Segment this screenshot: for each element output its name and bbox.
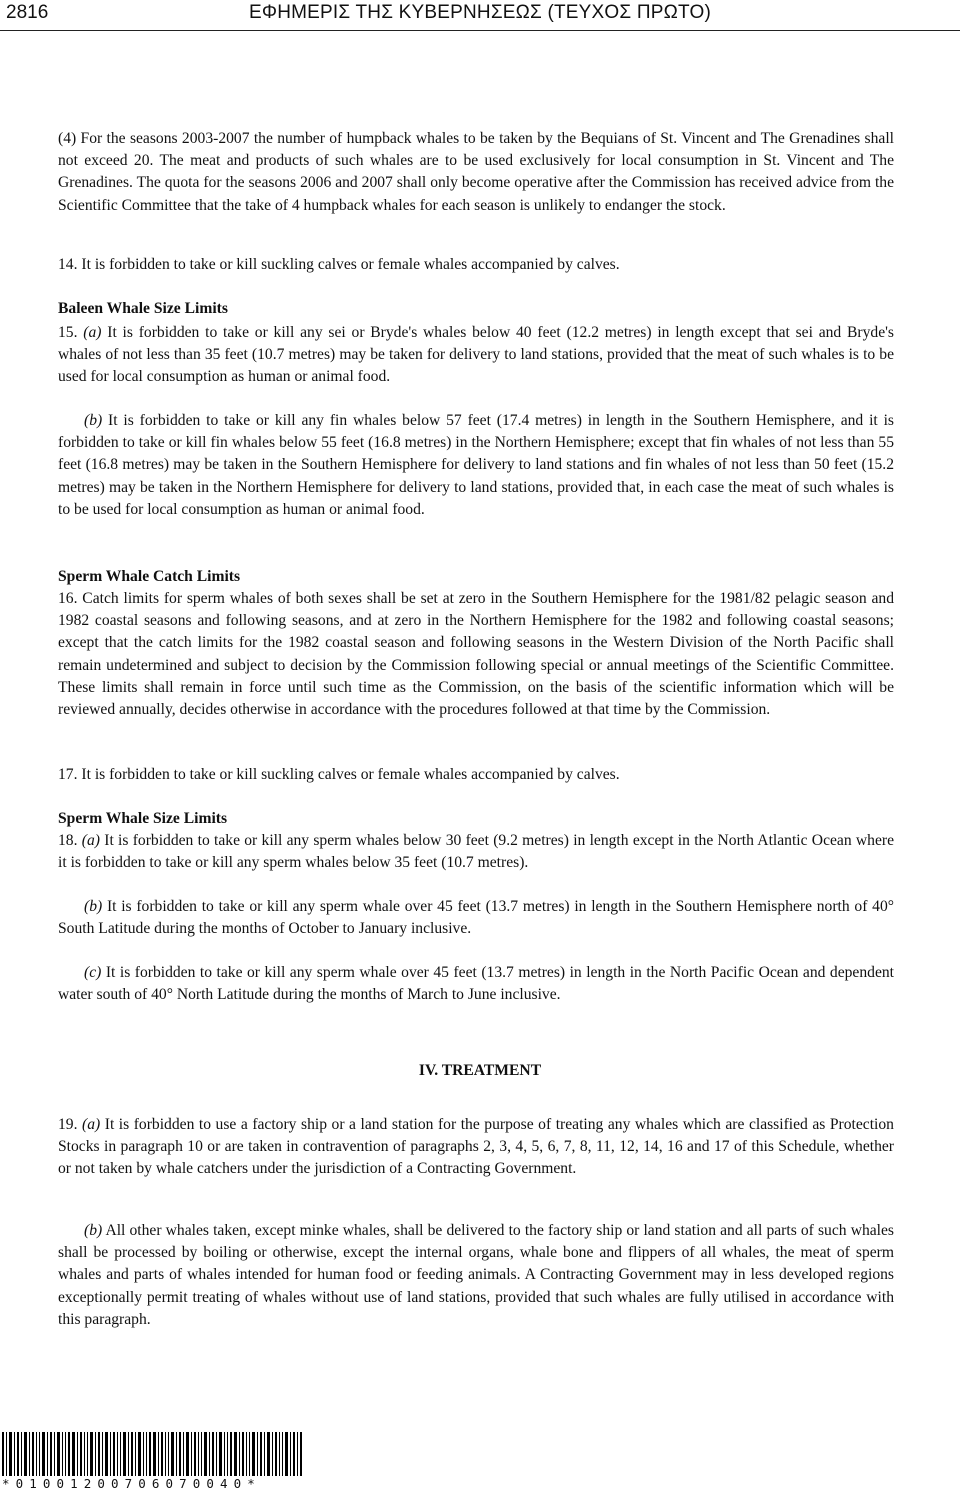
paragraph-number: 19.	[58, 1116, 78, 1133]
paragraph-text: It is forbidden to take or kill any sperm whale over 45 feet (13.7 metres) in length in the North Pacific Ocean and dependent water south of 40° North Latitude during the months of March to June inclusive.	[58, 964, 894, 1004]
paragraph-text: All other whales taken, except minke whales, shall be delivered to the factory ship or land station and all parts of such whales shall be processed by boiling or otherwise, except the internal organs, whale bone and flippers of all whales, the meat of sperm whales and parts of whales intended for human food or feeding animals. A Contracting Government may in less developed regions exceptionally permit treating of whales without use of land stations, provided that such whales are fully utilised in accordance with this paragraph.	[58, 1222, 894, 1328]
page-header	[0, 0, 960, 31]
barcode-number: *01001200706070040*	[2, 1476, 261, 1491]
paragraph-18c	[58, 962, 894, 1006]
section-heading-sperm-size: Sperm Whale Size Limits	[58, 810, 228, 827]
paragraph-13-4	[58, 128, 894, 217]
subparagraph-label: (c)	[84, 964, 102, 981]
paragraph-19a	[58, 1114, 894, 1181]
paragraph-14	[58, 254, 894, 276]
subparagraph-label: (b)	[84, 898, 103, 915]
paragraph-number: 18.	[58, 832, 78, 849]
paragraph-number: 15.	[58, 324, 78, 341]
paragraph-16	[58, 588, 894, 721]
subparagraph-label: (a)	[83, 324, 102, 341]
paragraph-15b	[58, 410, 894, 521]
section-heading-baleen-size: Baleen Whale Size Limits	[58, 300, 228, 317]
gazette-title: ΕΦΗΜΕΡΙΣ ΤΗΣ ΚΥΒΕΡΝΗΣΕΩΣ (ΤΕΥΧΟΣ ΠΡΩΤΟ)	[248, 2, 711, 23]
subparagraph-label: (a)	[81, 832, 100, 849]
barcode	[2, 1432, 302, 1476]
paragraph-text: It is forbidden to take or kill any sperm whales below 30 feet (9.2 metres) in length except in the North Atlantic Ocean where it is forbidden to take or kill any sperm whales below 35 feet (10.7 metres).	[58, 832, 894, 872]
paragraph-19b	[58, 1220, 894, 1331]
page-number: 2816	[6, 2, 49, 23]
paragraph-text: It is forbidden to use a factory ship or a land station for the purpose of treating any whales which are classified as Protection Stocks in paragraph 10 or are taken in contravention of paragraphs 2, 3, 4, 5, 6, 7, 8, 11, 12, 14, 16 and 17 of this Schedule, whether or not taken by whale catchers under the jurisdiction of a Contracting Government.	[58, 1116, 894, 1178]
paragraph-18b	[58, 896, 894, 940]
paragraph-text: It is forbidden to take or kill any sei or Bryde's whales below 40 feet (12.2 metres) in length except that sei and Bryde's whales of not less than 35 feet (10.7 metres) may be taken for delivery to land stations, provided that the meat of such whales is to be used for local consumption as human or animal food.	[58, 324, 894, 386]
paragraph-text: 17. It is forbidden to take or kill suckling calves or female whales accompanied by calves.	[58, 766, 620, 783]
subparagraph-label: (b)	[84, 1222, 103, 1239]
paragraph-15a	[58, 322, 894, 389]
paragraph-17	[58, 764, 894, 786]
paragraph-text: 14. It is forbidden to take or kill suckling calves or female whales accompanied by calves.	[58, 256, 620, 273]
paragraph-text: (4) For the seasons 2003-2007 the number of humpback whales to be taken by the Bequians of St. Vincent and The Grenadines shall not exceed 20. The meat and products of such whales are to be used exclusively for local consumption in St. Vincent and The Grenadines. The quota for the seasons 2006 and 2007 shall only become operative after the Commission has received advice from the Scientific Committee that the take of 4 humpback whales for each season is unlikely to endanger the stock.	[58, 130, 894, 214]
paragraph-18a	[58, 830, 894, 874]
subparagraph-label: (b)	[84, 412, 103, 429]
section-heading-treatment: IV. TREATMENT	[418, 1062, 542, 1079]
paragraph-text: It is forbidden to take or kill any sperm whale over 45 feet (13.7 metres) in length in the Southern Hemisphere north of 40° South Latitude during the months of October to January inclusive.	[58, 898, 894, 938]
paragraph-text: 16. Catch limits for sperm whales of both sexes shall be set at zero in the Southern Hemisphere for the 1981/82 pelagic season and 1982 coastal seasons and following seasons, and at zero in the Northern Hemisphere for the 1982 and following coastal seasons; except that the catch limits for the 1982 coastal season and following seasons in the Western Division of the North Pacific shall remain undetermined and subject to decision by the Commission following special or annual meetings of the Scientific Committee. These limits shall remain in force until such time as the Commission, on the basis of the scientific information which will be reviewed annually, decides otherwise in accordance with the procedures followed at that time by the Commission.	[58, 590, 894, 719]
paragraph-text: It is forbidden to take or kill any fin whales below 57 feet (17.4 metres) in length in the Southern Hemisphere, and it is forbidden to take or kill fin whales below 55 feet (16.8 metres) in the Northern Hemisphere; except that fin whales of not less than 55 feet (16.8 metres) may be taken in the Southern Hemisphere for delivery to land stations and fin whales of not less than 50 feet (15.2 metres) may be taken in the Northern Hemisphere for delivery to land stations, provided that, in each case the meat of such whales is to be used for local consumption as human or animal food.	[58, 412, 894, 518]
subparagraph-label: (a)	[82, 1116, 101, 1133]
section-heading-sperm-catch: Sperm Whale Catch Limits	[58, 568, 241, 585]
